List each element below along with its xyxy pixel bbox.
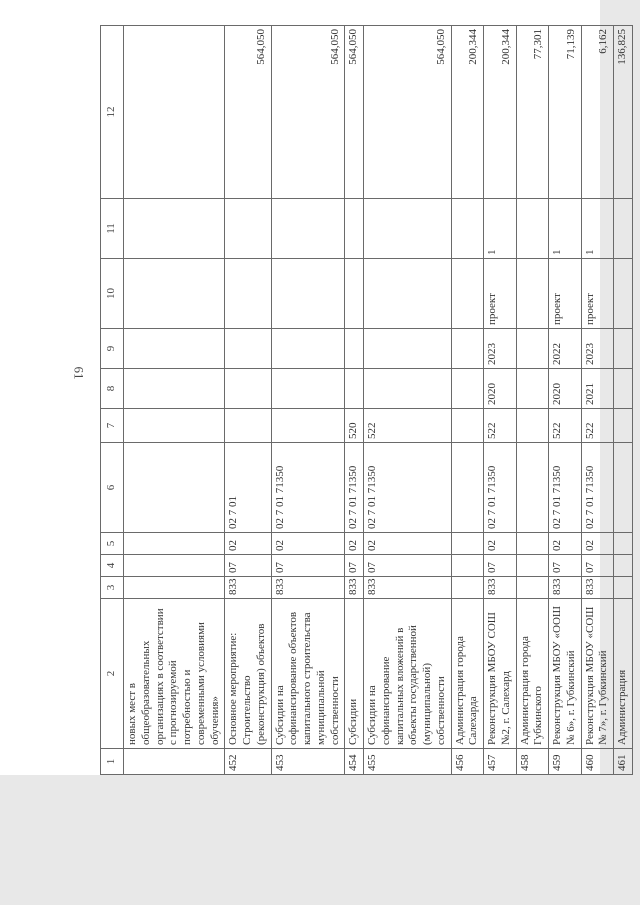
cell-c9 — [614, 329, 633, 369]
cell-c5: 02 — [581, 533, 614, 555]
cell-c12: 71,139 — [549, 26, 582, 199]
cell-c8 — [271, 369, 345, 409]
cell-c3 — [516, 577, 549, 599]
cell-c4: 07 — [225, 555, 271, 577]
cell-c4: 07 — [364, 555, 452, 577]
page-number: 61 — [71, 366, 87, 380]
cell-n: 453 — [271, 749, 345, 775]
cell-c4 — [516, 555, 549, 577]
cell-c12: 564,050 — [364, 26, 452, 199]
cell-c12: 136,825 — [614, 26, 633, 199]
header-cell: 9 — [101, 329, 124, 369]
cell-c8: 2020 — [549, 369, 582, 409]
cell-c6: 02 7 01 71350 — [345, 443, 364, 533]
cell-c9: 2023 — [484, 329, 517, 369]
cell-c10 — [451, 259, 484, 329]
table-row — [549, 26, 582, 775]
cell-name: Субсидии — [345, 599, 364, 749]
header-cell: 12 — [101, 26, 124, 199]
cell-c8 — [614, 369, 633, 409]
cell-c4: 07 — [271, 555, 345, 577]
cell-c9 — [345, 329, 364, 369]
cell-c7 — [614, 409, 633, 443]
cell-c11 — [345, 199, 364, 259]
cell-c7: 522 — [581, 409, 614, 443]
cell-name: новых мест в общеобразовательных организациях в соответствии с прогнозируемой потребностью и современными условиями обучения» — [124, 599, 225, 749]
header-cell: 10 — [101, 259, 124, 329]
table-row — [124, 26, 225, 775]
cell-n: 455 — [364, 749, 452, 775]
cell-c12 — [124, 26, 225, 199]
cell-c9 — [271, 329, 345, 369]
cell-c3: 833 — [581, 577, 614, 599]
cell-name: Реконструкция МБОУ «ООШ № 6», г. Губкинский — [549, 599, 582, 749]
cell-c10 — [364, 259, 452, 329]
cell-c7 — [124, 409, 225, 443]
header-cell: 3 — [101, 577, 124, 599]
header-cell: 6 — [101, 443, 124, 533]
header-cell: 2 — [101, 599, 124, 749]
cell-c3: 833 — [345, 577, 364, 599]
cell-name: Субсидии на софинансирование объектов капитального строительства муниципальной собственности — [271, 599, 345, 749]
cell-c12: 6,162 — [581, 26, 614, 199]
cell-n: 452 — [225, 749, 271, 775]
cell-c6: 02 7 01 71350 — [484, 443, 517, 533]
header-cell: 7 — [101, 409, 124, 443]
cell-c8 — [225, 369, 271, 409]
cell-c7: 522 — [484, 409, 517, 443]
cell-c8: 2020 — [484, 369, 517, 409]
header-cell: 1 — [101, 749, 124, 775]
cell-c10: проект — [484, 259, 517, 329]
cell-n: 461 — [614, 749, 633, 775]
cell-c4 — [614, 555, 633, 577]
cell-c8 — [451, 369, 484, 409]
cell-name: Администрация — [614, 599, 633, 749]
table-row — [225, 26, 271, 775]
cell-c4: 07 — [484, 555, 517, 577]
cell-name: Реконструкция МБОУ СОШ №2, г. Салехард — [484, 599, 517, 749]
cell-c5: 02 — [225, 533, 271, 555]
cell-c8: 2021 — [581, 369, 614, 409]
cell-name: Основное мероприятие: Строительство (реконструкция) объектов — [225, 599, 271, 749]
cell-name: Субсидии на софинансирование капитальных вложений в объекты государственной (муниципальной) собственности — [364, 599, 452, 749]
cell-c5: 02 — [484, 533, 517, 555]
cell-n: 460 — [581, 749, 614, 775]
cell-c5 — [516, 533, 549, 555]
cell-c7 — [271, 409, 345, 443]
cell-c10: проект — [549, 259, 582, 329]
cell-c11 — [516, 199, 549, 259]
cell-n: 457 — [484, 749, 517, 775]
cell-n: 459 — [549, 749, 582, 775]
cell-c7 — [225, 409, 271, 443]
header-cell: 8 — [101, 369, 124, 409]
cell-c12: 564,050 — [225, 26, 271, 199]
cell-c3: 833 — [484, 577, 517, 599]
cell-c12: 77,301 — [516, 26, 549, 199]
cell-c12: 200,344 — [484, 26, 517, 199]
cell-c8 — [345, 369, 364, 409]
table-row — [484, 26, 517, 775]
cell-c6: 02 7 01 71350 — [271, 443, 345, 533]
table-area — [100, 25, 628, 775]
header-cell: 5 — [101, 533, 124, 555]
cell-c11 — [271, 199, 345, 259]
cell-c8 — [516, 369, 549, 409]
cell-c9 — [124, 329, 225, 369]
cell-c12: 564,050 — [345, 26, 364, 199]
cell-c9 — [451, 329, 484, 369]
cell-c3: 833 — [271, 577, 345, 599]
cell-c3: 833 — [549, 577, 582, 599]
cell-c11 — [451, 199, 484, 259]
table-row — [364, 26, 452, 775]
cell-c7: 520 — [345, 409, 364, 443]
cell-c9 — [516, 329, 549, 369]
cell-c9 — [364, 329, 452, 369]
cell-c9: 2022 — [549, 329, 582, 369]
cell-c10 — [345, 259, 364, 329]
cell-c10 — [225, 259, 271, 329]
cell-c6: 02 7 01 71350 — [581, 443, 614, 533]
table-row — [345, 26, 364, 775]
cell-n: 458 — [516, 749, 549, 775]
cell-c7 — [451, 409, 484, 443]
cell-c3 — [451, 577, 484, 599]
cell-c7: 522 — [364, 409, 452, 443]
cell-c6 — [614, 443, 633, 533]
cell-c10 — [516, 259, 549, 329]
cell-c10 — [124, 259, 225, 329]
cell-c3 — [124, 577, 225, 599]
table-row — [271, 26, 345, 775]
cell-c12: 564,050 — [271, 26, 345, 199]
cell-c11: 1 — [549, 199, 582, 259]
rotated-table-wrapper — [100, 25, 628, 775]
cell-c10 — [271, 259, 345, 329]
cell-name: Реконструкция МБОУ «СОШ № 7», г. Губкинский — [581, 599, 614, 749]
cell-c4 — [451, 555, 484, 577]
cell-c4: 07 — [549, 555, 582, 577]
cell-c5 — [124, 533, 225, 555]
cell-c3: 833 — [364, 577, 452, 599]
cell-name: Администрация города Салехарда — [451, 599, 484, 749]
cell-c5: 02 — [364, 533, 452, 555]
cell-c6 — [516, 443, 549, 533]
cell-c10: проект — [581, 259, 614, 329]
cell-c9: 2023 — [581, 329, 614, 369]
table-row — [516, 26, 549, 775]
cell-c8 — [124, 369, 225, 409]
cell-n: 456 — [451, 749, 484, 775]
cell-c6 — [124, 443, 225, 533]
cell-c10 — [614, 259, 633, 329]
cell-c6: 02 7 01 — [225, 443, 271, 533]
cell-c12: 200,344 — [451, 26, 484, 199]
header-cell: 11 — [101, 199, 124, 259]
cell-c11 — [225, 199, 271, 259]
table-row — [614, 26, 633, 775]
cell-c5 — [451, 533, 484, 555]
cell-c7: 522 — [549, 409, 582, 443]
cell-c7 — [516, 409, 549, 443]
cell-c11: 1 — [484, 199, 517, 259]
table-row — [581, 26, 614, 775]
cell-c4: 07 — [581, 555, 614, 577]
cell-c4 — [124, 555, 225, 577]
cell-c6: 02 7 01 71350 — [364, 443, 452, 533]
cell-c3: 833 — [225, 577, 271, 599]
cell-c9 — [225, 329, 271, 369]
cell-c11 — [614, 199, 633, 259]
cell-c3 — [614, 577, 633, 599]
header-row — [101, 26, 124, 775]
cell-n — [124, 749, 225, 775]
cell-c5: 02 — [345, 533, 364, 555]
cell-c8 — [364, 369, 452, 409]
cell-c6: 02 7 01 71350 — [549, 443, 582, 533]
cell-c6 — [451, 443, 484, 533]
cell-name: Администрация города Губкинского — [516, 599, 549, 749]
cell-c5: 02 — [549, 533, 582, 555]
table-row — [451, 26, 484, 775]
cell-c4: 07 — [345, 555, 364, 577]
cell-c11: 1 — [581, 199, 614, 259]
cell-c5 — [614, 533, 633, 555]
header-cell: 4 — [101, 555, 124, 577]
cell-c11 — [364, 199, 452, 259]
budget-table — [100, 25, 633, 775]
cell-c11 — [124, 199, 225, 259]
cell-c5: 02 — [271, 533, 345, 555]
cell-n: 454 — [345, 749, 364, 775]
